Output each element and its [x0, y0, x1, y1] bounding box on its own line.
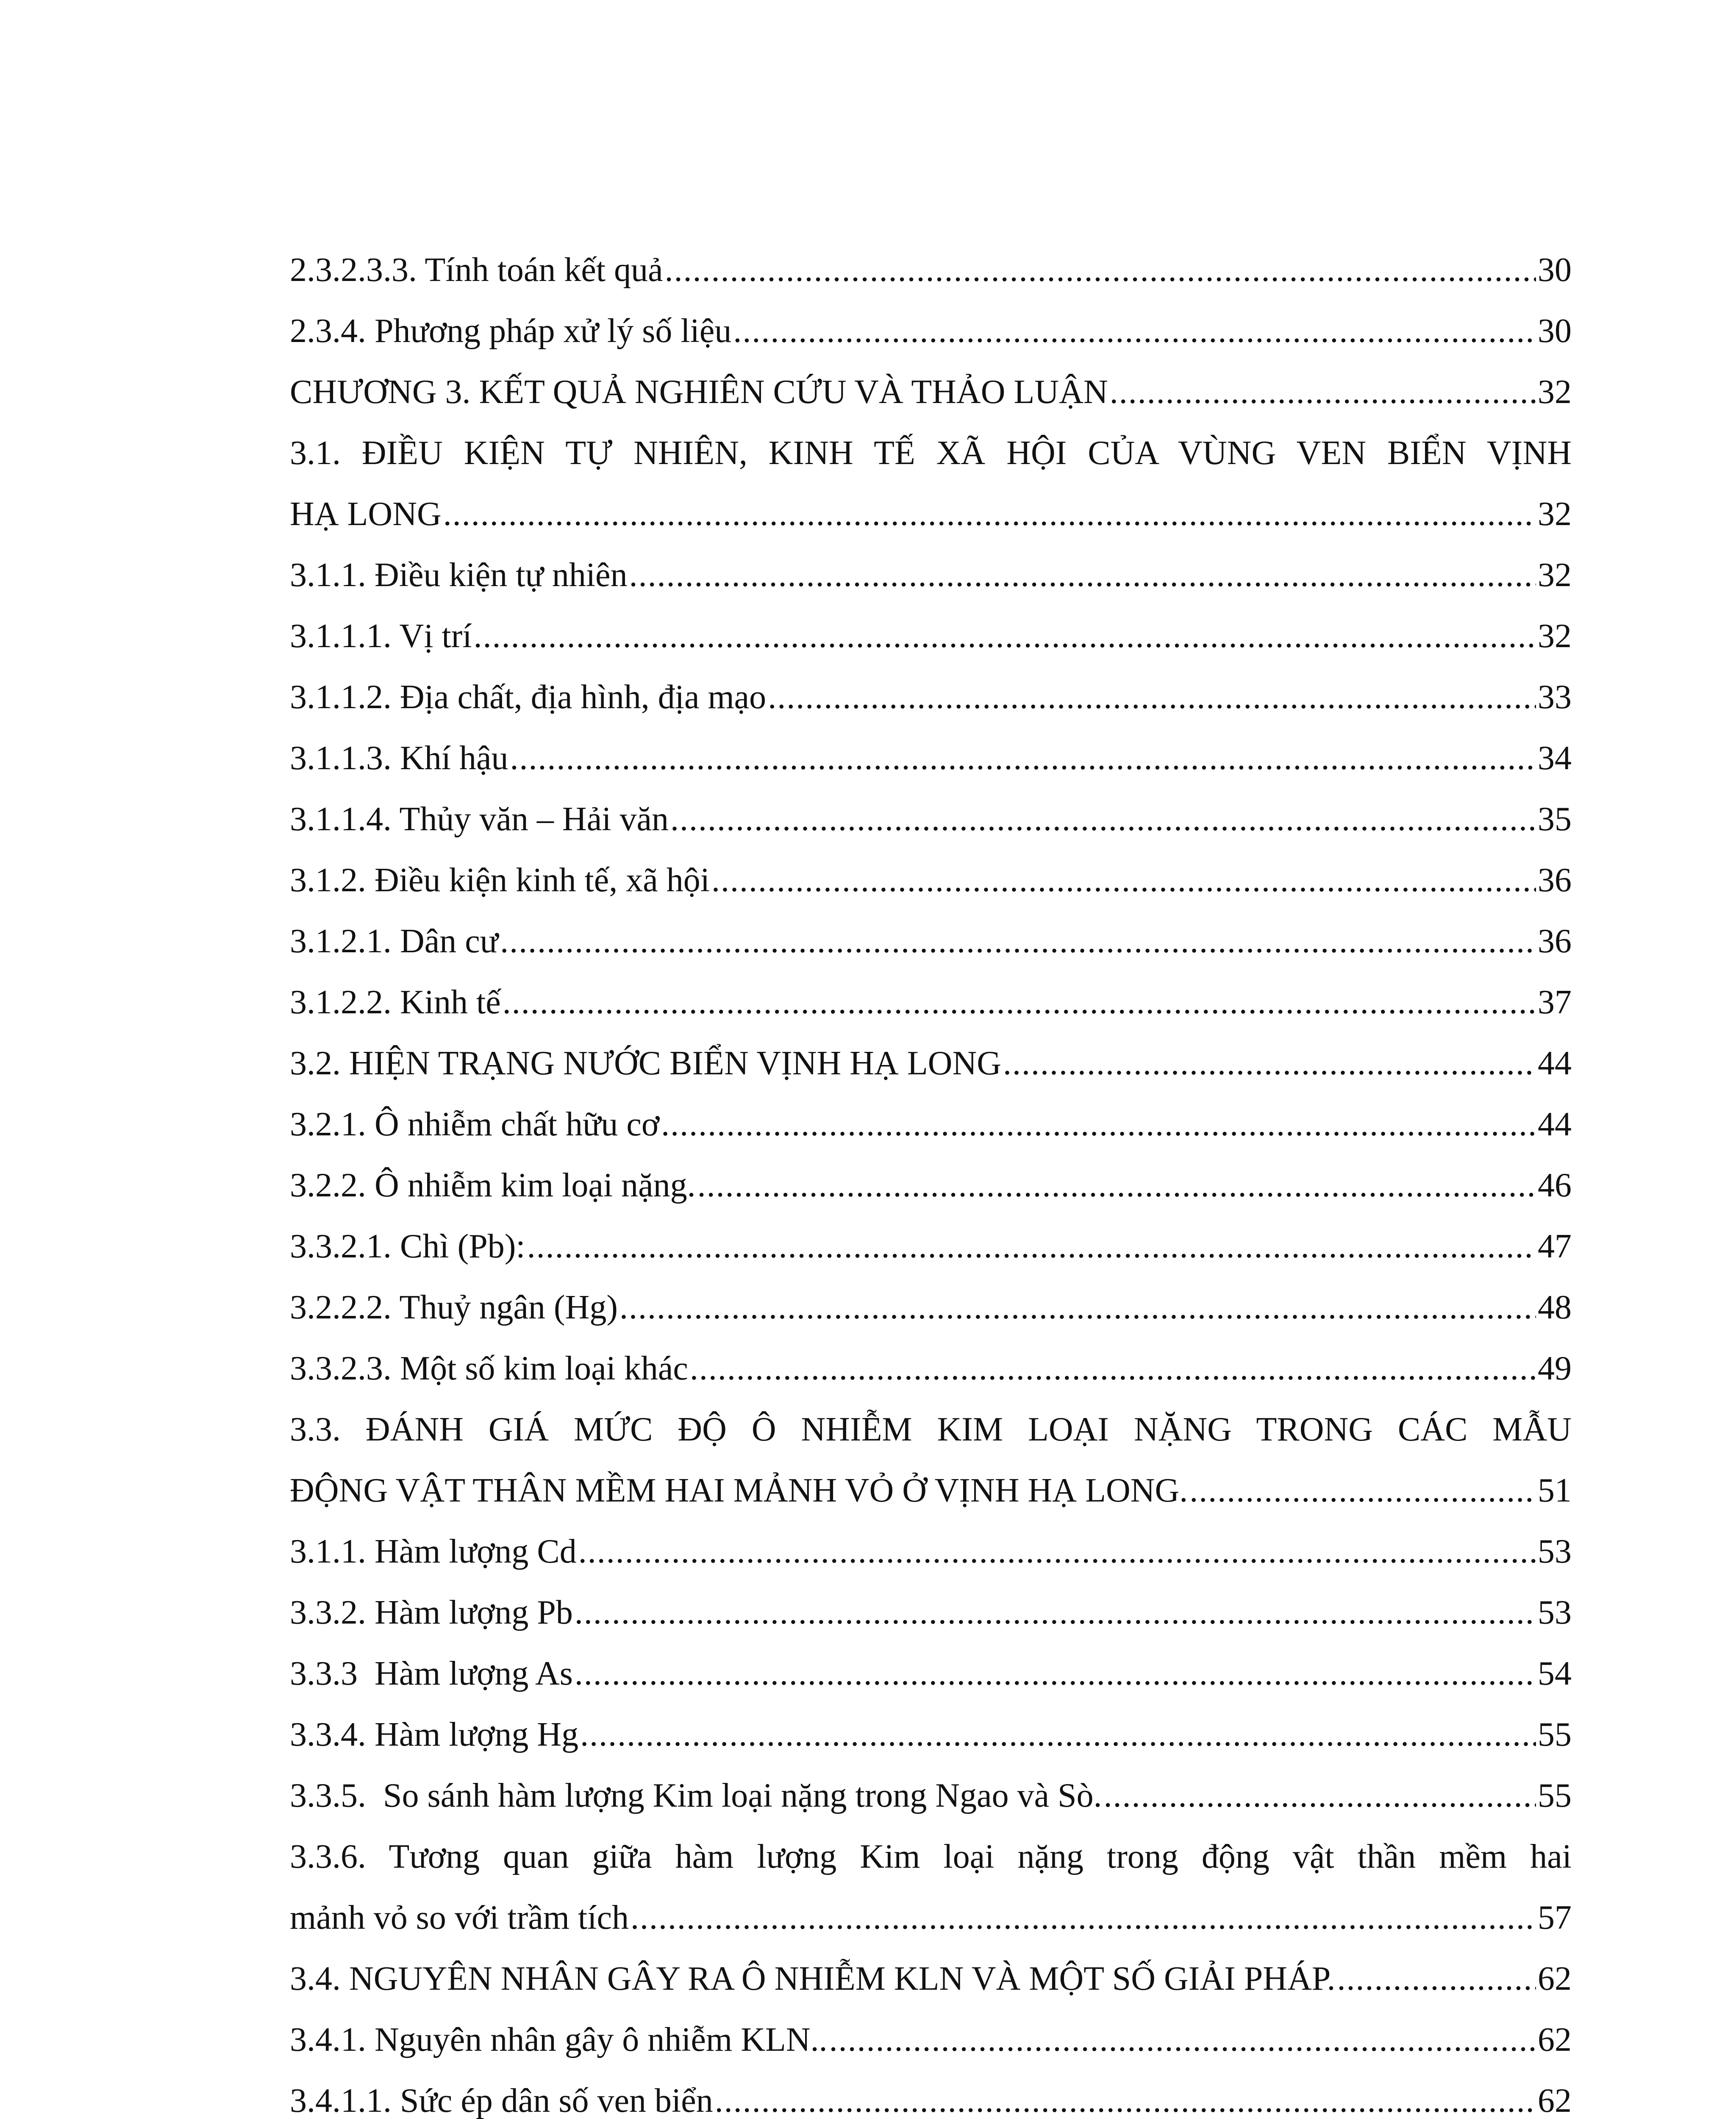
toc-entry[interactable] — [290, 972, 1572, 1033]
toc-entry-page: 33 — [1538, 679, 1572, 716]
toc-entry-title-line[interactable]: 3.3. ĐÁNH GIÁ MỨC ĐỘ Ô NHIỄM KIM LOẠI NẶNG TRONG CÁC MẪU — [290, 1411, 1572, 1448]
dot-leader — [1104, 1765, 1536, 1826]
toc-entry-page: 36 — [1538, 923, 1572, 960]
toc-entry-title: 3.1.1.4. Thủy văn – Hải văn — [290, 801, 669, 838]
toc-entry-title: 3.2.2.2. Thuỷ ngân (Hg) — [290, 1289, 618, 1326]
toc-entry-title: 2.3.2.3.3. Tính toán kết quả — [290, 251, 663, 289]
toc-entry-title: 3.1.2.2. Kinh tế — [290, 984, 501, 1021]
dot-leader — [510, 728, 1536, 789]
toc-entry-title: 3.3.3 Hàm lượng As — [290, 1655, 573, 1692]
toc-entry[interactable] — [290, 728, 1572, 789]
dot-leader — [690, 1338, 1536, 1399]
dot-leader — [1189, 1460, 1536, 1521]
toc-entry-page: 62 — [1538, 2021, 1572, 2058]
dot-leader — [768, 667, 1536, 728]
toc-entry[interactable] — [290, 239, 1572, 300]
dot-leader — [697, 1155, 1536, 1216]
toc-entry[interactable] — [290, 484, 1572, 545]
toc-entry[interactable] — [290, 1765, 1572, 1826]
toc-entry-page: 32 — [1538, 556, 1572, 594]
toc-entry[interactable] — [290, 1948, 1572, 2009]
toc-entry-page: 35 — [1538, 801, 1572, 838]
toc-entry-title: 3.1.1.3. Khí hậu — [290, 740, 508, 777]
toc-entry[interactable] — [290, 1277, 1572, 1338]
toc-entry[interactable] — [290, 789, 1572, 850]
toc-entry[interactable] — [290, 1033, 1572, 1094]
toc-entry[interactable] — [290, 300, 1572, 362]
toc-entry[interactable] — [290, 911, 1572, 972]
dot-leader — [733, 300, 1536, 362]
toc-entry-page: 62 — [1538, 2082, 1572, 2119]
toc-entry-title: 3.4. NGUYÊN NHÂN GÂY RA Ô NHIỄM KLN VÀ MỘT SỐ GIẢI PHÁP. — [290, 1960, 1336, 1997]
toc-entry[interactable] — [290, 2070, 1572, 2119]
toc-entry-title: 3.1.1. Hàm lượng Cd — [290, 1533, 577, 1570]
toc-entry-page: 55 — [1538, 1777, 1572, 1814]
table-of-contents — [290, 239, 1572, 2119]
toc-entry-page: 49 — [1538, 1350, 1572, 1387]
dot-leader — [500, 911, 1536, 972]
toc-entry-title: 3.2. HIỆN TRẠNG NƯỚC BIỂN VỊNH HẠ LONG — [290, 1045, 1002, 1082]
toc-entry-title: 3.1.1. Điều kiện tự nhiên — [290, 556, 628, 594]
toc-entry-title: 3.3.2.1. Chì (Pb): — [290, 1228, 525, 1265]
dot-leader — [575, 1582, 1536, 1643]
toc-entry-page: 32 — [1538, 495, 1572, 533]
toc-entry-title: 3.1.2.1. Dân cư — [290, 923, 499, 960]
dot-leader — [1110, 362, 1536, 423]
toc-entry-title-line[interactable]: 3.3.6. Tương quan giữa hàm lượng Kim loại nặng trong động vật thần mềm hai — [290, 1838, 1572, 1875]
toc-entry[interactable] — [290, 1460, 1572, 1521]
toc-entry-page: 57 — [1538, 1899, 1572, 1936]
dot-leader — [661, 1094, 1536, 1155]
dot-leader — [575, 1643, 1536, 1704]
dot-leader — [829, 2009, 1536, 2070]
dot-leader — [670, 789, 1536, 850]
toc-entry-page: 53 — [1538, 1594, 1572, 1631]
toc-entry[interactable] — [290, 850, 1572, 911]
dot-leader — [503, 972, 1536, 1033]
toc-entry[interactable] — [290, 1094, 1572, 1155]
toc-entry-title: 3.3.4. Hàm lượng Hg — [290, 1716, 579, 1753]
toc-entry-title: CHƯƠNG 3. KẾT QUẢ NGHIÊN CỨU VÀ THẢO LUẬN — [290, 373, 1108, 411]
toc-entry-title: 2.3.4. Phương pháp xử lý số liệu — [290, 312, 732, 350]
toc-entry-page: 32 — [1538, 617, 1572, 655]
toc-entry-page: 55 — [1538, 1716, 1572, 1753]
toc-entry-page: 48 — [1538, 1289, 1572, 1326]
dot-leader — [711, 850, 1536, 911]
toc-entry-title: 3.2.2. Ô nhiễm kim loại nặng. — [290, 1167, 696, 1204]
dot-leader — [619, 1277, 1536, 1338]
dot-leader — [1003, 1033, 1536, 1094]
dot-leader — [631, 1887, 1536, 1948]
dot-leader — [443, 484, 1536, 545]
toc-entry-page: 30 — [1538, 251, 1572, 289]
toc-entry-page: 46 — [1538, 1167, 1572, 1204]
toc-entry[interactable] — [290, 667, 1572, 728]
toc-entry[interactable] — [290, 606, 1572, 667]
toc-entry-page: 36 — [1538, 862, 1572, 899]
dot-leader — [578, 1521, 1536, 1582]
toc-entry-title: mảnh vỏ so với trầm tích — [290, 1899, 629, 1936]
toc-entry-page: 62 — [1538, 1960, 1572, 1997]
toc-entry[interactable] — [290, 1643, 1572, 1704]
toc-entry-title: 3.3.5. So sánh hàm lượng Kim loại nặng trong Ngao và Sò. — [290, 1777, 1102, 1814]
toc-entry-page: 34 — [1538, 740, 1572, 777]
toc-entry-title: 3.2.1. Ô nhiễm chất hữu cơ — [290, 1106, 660, 1143]
toc-entry-page: 32 — [1538, 373, 1572, 411]
dot-leader — [580, 1704, 1536, 1765]
toc-entry-title: 3.4.1. Nguyên nhân gây ô nhiễm KLN.. — [290, 2021, 828, 2058]
toc-entry-page: 37 — [1538, 984, 1572, 1021]
toc-entry-title: ĐỘNG VẬT THÂN MỀM HAI MẢNH VỎ Ở VỊNH HẠ LONG. — [290, 1472, 1188, 1509]
toc-entry-page: 53 — [1538, 1533, 1572, 1570]
toc-entry-page: 51 — [1538, 1472, 1572, 1509]
toc-entry[interactable] — [290, 1521, 1572, 1582]
toc-entry[interactable] — [290, 1582, 1572, 1643]
toc-entry[interactable] — [290, 1155, 1572, 1216]
toc-entry-page: 44 — [1538, 1106, 1572, 1143]
dot-leader — [715, 2070, 1536, 2119]
toc-entry-title: 3.4.1.1. Sức ép dân số ven biển — [290, 2082, 713, 2119]
toc-entry[interactable] — [290, 1338, 1572, 1399]
toc-entry[interactable] — [290, 545, 1572, 606]
toc-entry[interactable] — [290, 1704, 1572, 1765]
toc-entry[interactable] — [290, 2009, 1572, 2070]
toc-entry-page: 54 — [1538, 1655, 1572, 1692]
dot-leader — [474, 606, 1536, 667]
toc-entry-title-line[interactable]: 3.1. ĐIỀU KIỆN TỰ NHIÊN, KINH TẾ XÃ HỘI CỦA VÙNG VEN BIỂN VỊNH — [290, 434, 1572, 472]
dot-leader — [629, 545, 1536, 606]
toc-entry-title: 3.3.2.3. Một số kim loại khác — [290, 1350, 688, 1387]
toc-entry[interactable] — [290, 362, 1572, 423]
toc-entry-page: 47 — [1538, 1228, 1572, 1265]
toc-entry-title: 3.1.1.1. Vị trí — [290, 617, 472, 655]
dot-leader — [1337, 1948, 1536, 2009]
toc-entry-page: 44 — [1538, 1045, 1572, 1082]
toc-entry[interactable] — [290, 1887, 1572, 1948]
dot-leader — [665, 239, 1536, 300]
dot-leader — [527, 1216, 1536, 1277]
toc-entry-title: 3.1.2. Điều kiện kinh tế, xã hội — [290, 862, 710, 899]
toc-entry-title: HẠ LONG — [290, 495, 442, 533]
toc-entry-page: 30 — [1538, 312, 1572, 350]
toc-entry[interactable] — [290, 1216, 1572, 1277]
toc-entry-title: 3.1.1.2. Địa chất, địa hình, địa mạo — [290, 679, 767, 716]
toc-entry-title: 3.3.2. Hàm lượng Pb — [290, 1594, 573, 1631]
